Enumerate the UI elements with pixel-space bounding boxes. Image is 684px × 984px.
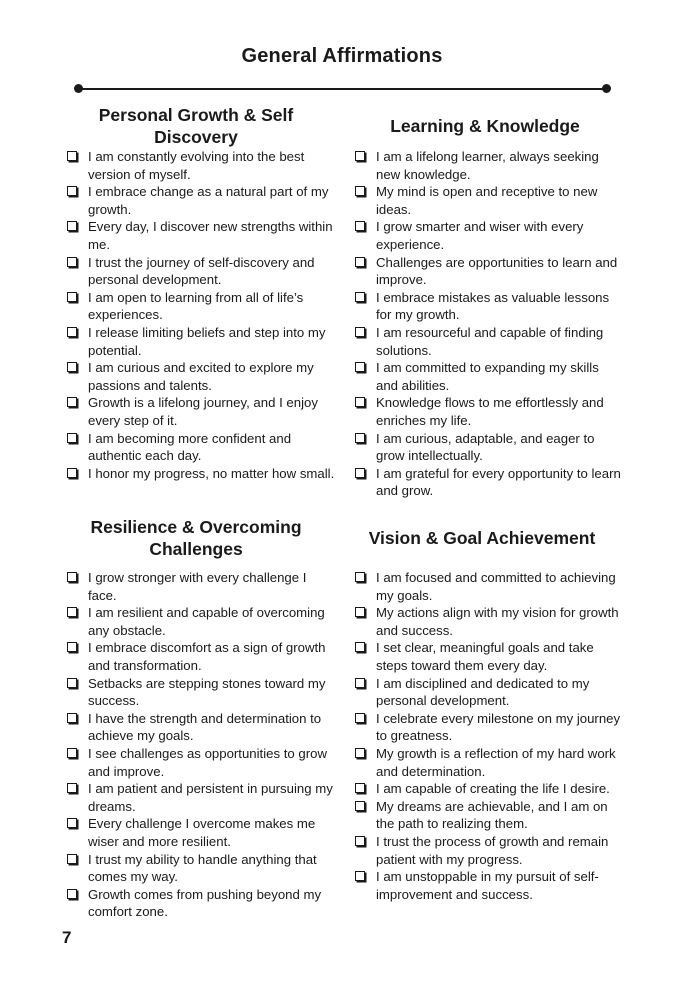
list-item: Growth comes from pushing beyond my comfort zone.	[66, 886, 336, 921]
section-heading: Resilience & Overcoming Challenges	[90, 517, 302, 559]
list-item: I am resilient and capable of overcoming any obstacle.	[66, 604, 336, 639]
list-item: Growth is a lifelong journey, and I enjoy every step of it.	[66, 394, 336, 429]
checkbox-icon[interactable]	[67, 257, 77, 267]
checkbox-icon[interactable]	[355, 713, 365, 723]
checkbox-icon[interactable]	[67, 186, 77, 196]
list-item: I am curious and excited to explore my passions and talents.	[66, 359, 336, 394]
list-item: Setbacks are stepping stones toward my success.	[66, 675, 336, 710]
list-item: My actions align with my vision for growth and success.	[354, 604, 624, 639]
checkbox-icon[interactable]	[67, 678, 77, 688]
affirmation-list	[354, 148, 624, 500]
checkbox-icon[interactable]	[67, 397, 77, 407]
checkbox-icon[interactable]	[355, 151, 365, 161]
checkbox-icon[interactable]	[355, 642, 365, 652]
list-item: I am curious, adaptable, and eager to grow intellectually.	[354, 430, 624, 465]
section-resilience	[66, 515, 336, 921]
checkbox-icon[interactable]	[355, 468, 365, 478]
checkbox-icon[interactable]	[67, 607, 77, 617]
checkbox-icon[interactable]	[355, 292, 365, 302]
list-item: I embrace change as a natural part of my growth.	[66, 183, 336, 218]
affirmation-list	[354, 569, 624, 903]
list-item: I trust the process of growth and remain patient with my progress.	[354, 833, 624, 868]
list-item: I am unstoppable in my pursuit of self-improvement and success.	[354, 868, 624, 903]
list-item: I honor my progress, no matter how small.	[66, 465, 336, 483]
checkbox-icon[interactable]	[355, 327, 365, 337]
checkbox-icon[interactable]	[355, 397, 365, 407]
list-item: Challenges are opportunities to learn and improve.	[354, 254, 624, 289]
list-item: I celebrate every milestone on my journey to greatness.	[354, 710, 624, 745]
checkbox-icon[interactable]	[67, 468, 77, 478]
checkbox-icon[interactable]	[67, 818, 77, 828]
list-item: I embrace mistakes as valuable lessons for my growth.	[354, 289, 624, 324]
checkbox-icon[interactable]	[355, 433, 365, 443]
list-item: I am focused and committed to achieving my goals.	[354, 569, 624, 604]
checkbox-icon[interactable]	[355, 362, 365, 372]
list-item: Every day, I discover new strengths within me.	[66, 218, 336, 253]
list-item: I am becoming more confident and authentic each day.	[66, 430, 336, 465]
list-item: Every challenge I overcome makes me wiser and more resilient.	[66, 815, 336, 850]
checkbox-icon[interactable]	[67, 221, 77, 231]
checkbox-icon[interactable]	[67, 783, 77, 793]
title-rule	[77, 88, 607, 90]
list-item: I am disciplined and dedicated to my personal development.	[354, 675, 624, 710]
list-item: I am constantly evolving into the best version of myself.	[66, 148, 336, 183]
list-item: I grow smarter and wiser with every experience.	[354, 218, 624, 253]
list-item: I grow stronger with every challenge I face.	[66, 569, 336, 604]
list-item: I see challenges as opportunities to grow and improve.	[66, 745, 336, 780]
checkbox-icon[interactable]	[355, 836, 365, 846]
list-item: I am grateful for every opportunity to learn and grow.	[354, 465, 624, 500]
checkbox-icon[interactable]	[67, 854, 77, 864]
list-item: My mind is open and receptive to new ideas.	[354, 183, 624, 218]
checkbox-icon[interactable]	[355, 221, 365, 231]
section-heading: Personal Growth & Self Discovery	[98, 105, 294, 147]
affirmation-list	[66, 569, 336, 921]
checkbox-icon[interactable]	[355, 678, 365, 688]
list-item: I am capable of creating the life I desire.	[354, 780, 624, 798]
checkbox-icon[interactable]	[355, 186, 365, 196]
list-item: I have the strength and determination to achieve my goals.	[66, 710, 336, 745]
section-vision-goals	[354, 515, 624, 903]
title-rule-right-dot	[602, 84, 611, 93]
checkbox-icon[interactable]	[355, 783, 365, 793]
title-rule-left-dot	[74, 84, 83, 93]
page-title: General Affirmations	[241, 45, 443, 67]
checkbox-icon[interactable]	[355, 801, 365, 811]
checkbox-icon[interactable]	[355, 607, 365, 617]
checkbox-icon[interactable]	[67, 327, 77, 337]
checkbox-icon[interactable]	[67, 362, 77, 372]
list-item: Knowledge flows to me effortlessly and enriches my life.	[354, 394, 624, 429]
section-learning-knowledge	[354, 104, 624, 500]
list-item: I am patient and persistent in pursuing my dreams.	[66, 780, 336, 815]
checkbox-icon[interactable]	[67, 642, 77, 652]
checkbox-icon[interactable]	[355, 871, 365, 881]
list-item: I am open to learning from all of life’s experiences.	[66, 289, 336, 324]
list-item: I am resourceful and capable of finding solutions.	[354, 324, 624, 359]
list-item: I am a lifelong learner, always seeking new knowledge.	[354, 148, 624, 183]
list-item: I trust the journey of self-discovery and personal development.	[66, 254, 336, 289]
section-personal-growth	[66, 104, 336, 482]
list-item: I release limiting beliefs and step into my potential.	[66, 324, 336, 359]
section-heading: Vision & Goal Achievement	[368, 528, 596, 548]
list-item: I embrace discomfort as a sign of growth and transformation.	[66, 639, 336, 674]
list-item: I set clear, meaningful goals and take steps toward them every day.	[354, 639, 624, 674]
checkbox-icon[interactable]	[355, 257, 365, 267]
affirmation-list	[66, 148, 336, 482]
checkbox-icon[interactable]	[67, 292, 77, 302]
list-item: I trust my ability to handle anything that comes my way.	[66, 851, 336, 886]
checkbox-icon[interactable]	[67, 713, 77, 723]
checkbox-icon[interactable]	[67, 748, 77, 758]
list-item: My dreams are achievable, and I am on the path to realizing them.	[354, 798, 624, 833]
list-item: My growth is a reflection of my hard work and determination.	[354, 745, 624, 780]
checkbox-icon[interactable]	[67, 433, 77, 443]
list-item: I am committed to expanding my skills and abilities.	[354, 359, 624, 394]
checkbox-icon[interactable]	[67, 151, 77, 161]
checkbox-icon[interactable]	[355, 572, 365, 582]
section-heading: Learning & Knowledge	[390, 116, 580, 136]
checkbox-icon[interactable]	[67, 889, 77, 899]
checkbox-icon[interactable]	[67, 572, 77, 582]
checkbox-icon[interactable]	[355, 748, 365, 758]
page-number: 7	[62, 928, 72, 947]
